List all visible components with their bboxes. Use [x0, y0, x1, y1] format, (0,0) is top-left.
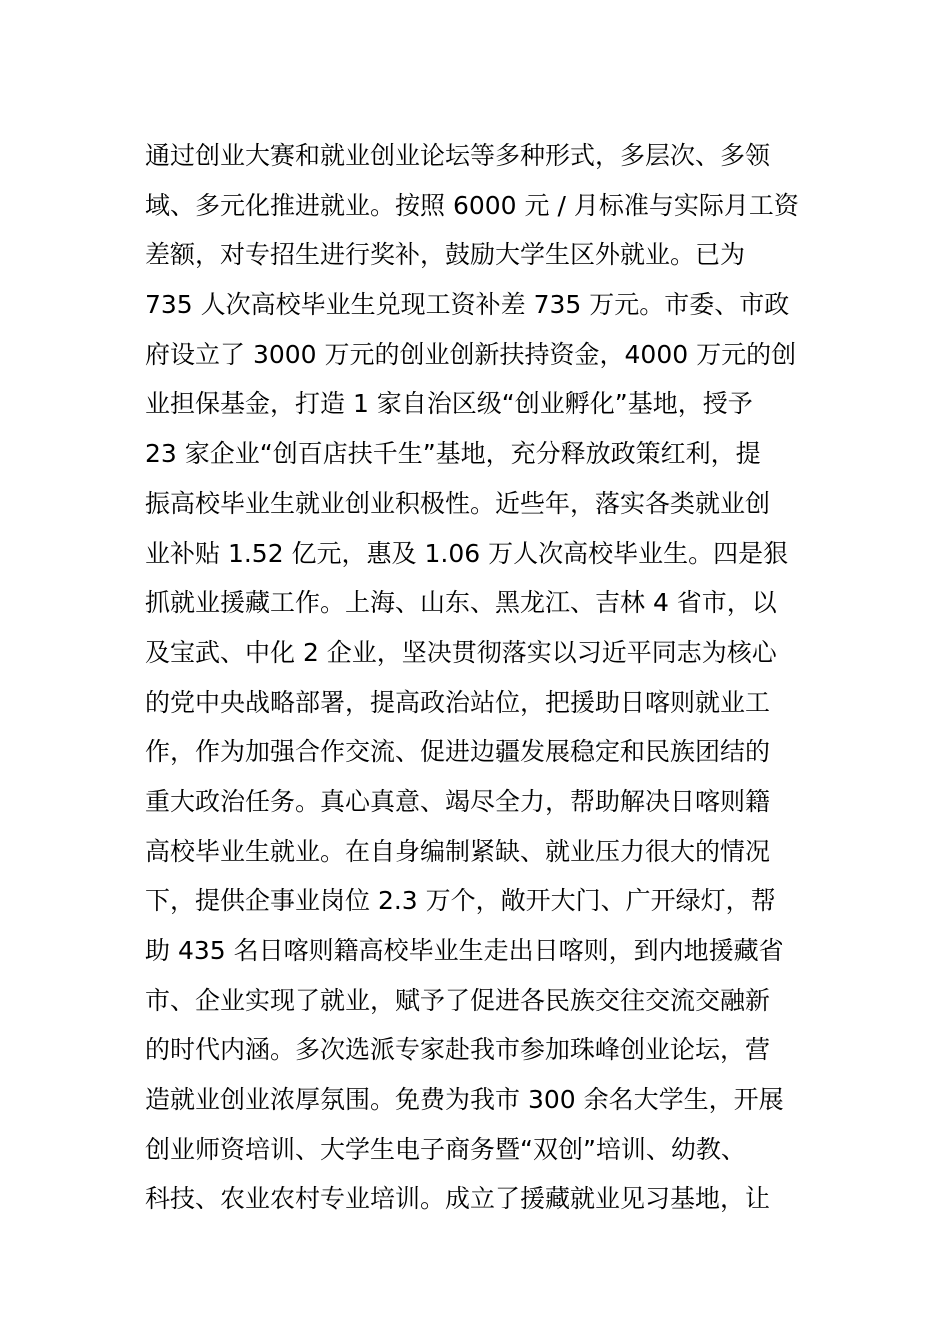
body-text	[145, 131, 825, 1224]
text-line: 科技、农业农村专业培训。成立了援藏就业见习基地，让	[145, 1184, 771, 1214]
text-line: 的时代内涵。多次选派专家赴我市参加珠峰创业论坛，营	[145, 1035, 771, 1065]
text-line: 振高校毕业生就业创业积极性。近些年，落实各类就业创	[145, 488, 771, 518]
text-line: 抓就业援藏工作。上海、山东、黑龙江、吉林 4 省市，以	[145, 588, 777, 618]
text-line: 及宝武、中化 2 企业，坚决贯彻落实以习近平同志为核心	[145, 637, 777, 667]
text-line: 业担保基金，打造 1 家自治区级“创业孵化”基地，授予	[145, 389, 753, 419]
text-line: 差额，对专招生进行奖补，鼓励大学生区外就业。已为	[145, 240, 746, 270]
text-line: 助 435 名日喀则籍高校毕业生走出日喀则，到内地援藏省	[145, 936, 784, 965]
text-line: 735 人次高校毕业生兑现工资补差 735 万元。市委、市政	[145, 290, 790, 320]
text-line: 通过创业大赛和就业创业论坛等多种形式，多层次、多领	[145, 141, 771, 170]
text-line: 作，作为加强合作交流、促进边疆发展稳定和民族团结的	[145, 737, 771, 767]
text-line: 府设立了 3000 万元的创业创新扶持资金，4000 万元的创	[145, 339, 797, 369]
text-line: 市、企业实现了就业，赋予了促进各民族交往交流交融新	[145, 985, 771, 1015]
text-line: 下，提供企事业岗位 2.3 万个，敞开大门、广开绿灯，帮	[145, 886, 776, 916]
text-line: 的党中央战略部署，提高政治站位，把援助日喀则就业工	[145, 687, 771, 717]
text-line: 域、多元化推进就业。按照 6000 元 / 月标准与实际月工资	[145, 190, 799, 220]
text-line: 高校毕业生就业。在自身编制紧缺、就业压力很大的情况	[145, 836, 771, 866]
text-line: 23 家企业“创百店扶千生”基地，充分释放政策红利，提	[145, 439, 761, 469]
text-line: 重大政治任务。真心真意、竭尽全力，帮助解决日喀则籍	[145, 786, 771, 816]
text-line: 创业师资培训、大学生电子商务暨“双创”培训、幼教、	[145, 1134, 746, 1164]
text-line: 业补贴 1.52 亿元，惠及 1.06 万人次高校毕业生。四是狠	[145, 538, 789, 568]
text-line: 造就业创业浓厚氛围。免费为我市 300 余名大学生，开展	[145, 1085, 784, 1115]
